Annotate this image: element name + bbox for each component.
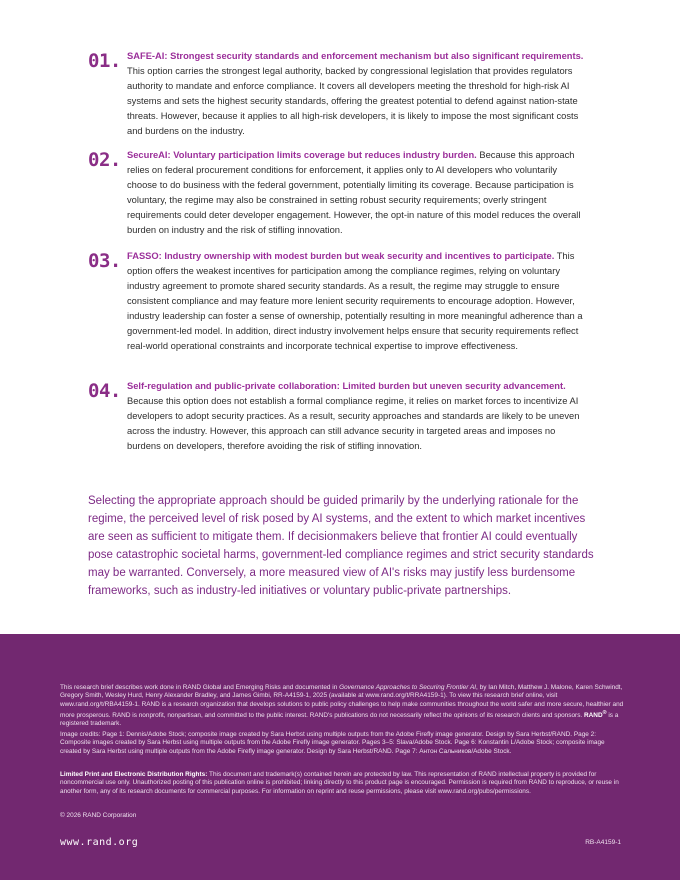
option-text (127, 379, 588, 454)
option-text (127, 249, 588, 354)
option-title: FASSO: Industry ownership with modest burden but weak security and incentives to participate. (127, 251, 555, 261)
option-title: SecureAI: Voluntary participation limits coverage but reduces industry burden. (127, 150, 477, 160)
rights-text: This document and trademark(s) contained herein are protected by law. This representation of RAND intellectual property is provided for noncommercial use only. Unauthorized posting of this publication online is prohibited; linking directly to this product page is encouraged. Permission is required from RAND to reproduce, or reuse in another form, any of its research documents for commercial purposes. For information on reprint and reuse permissions, please visit www.rand.org/pubs/permissions. (60, 771, 619, 795)
option-number: 04. (88, 380, 121, 402)
option-text (127, 49, 588, 139)
rights-label: Limited Print and Electronic Distribution Rights: (60, 771, 208, 778)
trademark-text: is a registered trademark. (60, 712, 619, 728)
option-body: This option carries the strongest legal authority, backed by congressional legislation that provides regulators authority to mandate and enforce compliance. It covers all developers meeting the threshold for high-risk AI systems and sets the highest security standards, offering the greatest potential to defend against nation-state threats. However, because it applies to all high-risk developers, it is likely to impose the most significant costs and burdens on the industry. (127, 66, 579, 137)
about-text-part2: , by Ian Mitch, Matthew J. Malone, Karen Schwindt, Gregory Smith, Wesley Hurd, Henry Alexander Bradley, and James Gimbi, RR-A4159-1, 2025 (available at www.rand.org/t/RRA4159-1). To view this research brief online, visit www.rand.org/t/RBA4159-1. RAND is a research organization that develops solutions to public policy challenges to help make communities throughout the world safer and more secure, healthier and more prosperous. RAND is nonprofit, nonpartisan, and committed to the public interest. RAND's publications do not necessarily reflect the opinions of its research clients and sponsors. (60, 684, 624, 720)
website-link[interactable]: www.rand.org (60, 837, 139, 848)
trademark-name: RAND (584, 712, 603, 720)
option-text (127, 148, 588, 238)
about-text (60, 684, 626, 729)
option-04 (88, 379, 588, 454)
summary-paragraph: Selecting the appropriate approach should be guided primarily by the underlying rationale for the regime, the perceived level of risk posed by AI systems, and the extent to which market incentives are seen as sufficient to mitigate them. If decisionmakers believe that frontier AI could eventually pose catastrophic societal harms, government-led compliance regimes and strict security standards may be warranted. Conversely, a more measured view of AI's risks may justify less burdensome frameworks, such as industry-led initiatives or voluntary public-private partnerships. (88, 495, 594, 598)
option-body: Because this option does not establish a formal compliance regime, it relies on market forces to incentivize AI developers to adopt security practices. As a result, security approaches and standards are likely to be uneven across the industry. However, this approach can still advance security in targeted areas and imposes no burdens on developers, therefore avoiding the risk of stifling innovation. (127, 396, 580, 452)
option-02 (88, 148, 588, 238)
option-01 (88, 49, 588, 139)
option-number: 01. (88, 50, 121, 72)
report-title-link[interactable]: Governance Approaches to Securing Frontier AI (339, 684, 477, 691)
copyright: © 2026 RAND Corporation (60, 812, 137, 819)
rand-trademark (584, 709, 607, 720)
option-number: 03. (88, 250, 121, 272)
option-title: SAFE-AI: Strongest security standards and enforcement mechanism but also significant requirements. (127, 51, 584, 61)
distribution-rights (60, 771, 626, 796)
image-credits: Image credits: Page 1: Dennis/Adobe Stock; composite image created by Sara Herbst using multiple outputs from the Adobe Firefly image generator. Design by Sara Herbst/RAND. Page 2: Composite images created by Sara Herbst using multiple outputs from the Adobe Firefly image generator. Pages 3–5: Slava/Adobe Stock. Page 6: Konstantin L/Adobe Stock; composite image created by Sara Herbst using multiple outputs from the Adobe Firefly image generator. Design by Sara Herbst/RAND. Page 7: Антон Сальников/Adobe Stock. (60, 731, 605, 755)
option-number: 02. (88, 149, 121, 171)
option-title: Self-regulation and public-private collaboration: Limited burden but uneven security advancement. (127, 381, 566, 391)
document-id: RB-A4159-1 (585, 839, 621, 846)
option-body: This option offers the weakest incentives for participation among the compliance regimes, relying on voluntary industry agreement to promote shared security standards. As a result, the regime may struggle to ensure consistent compliance and may feature more lenient security requirements to encourage adoption. However, industry leadership can foster a sense of ownership, potentially resulting in more meaningful adherence than a government-led model. In addition, direct industry involvement helps ensure that security requirements reflect real-world operational constraints and incorporate technical expertise to improve effectiveness. (127, 251, 583, 352)
option-body: Because this approach relies on federal procurement conditions for enforcement, it applies only to AI developers who voluntarily choose to do business with the federal government, potentially limiting its coverage. Because participation is voluntary, the regime may also be constrained in setting robust security requirements; overly stringent requirements could deter developer engagement. However, the opt-in nature of this model reduces the overall burden on industry and the risk of stifling innovation. (127, 150, 581, 236)
about-text-part1: This research brief describes work done in RAND Global and Emerging Risks and documented in (60, 684, 340, 691)
registered-mark: ® (602, 709, 607, 716)
footer (0, 634, 680, 880)
option-03 (88, 249, 588, 354)
